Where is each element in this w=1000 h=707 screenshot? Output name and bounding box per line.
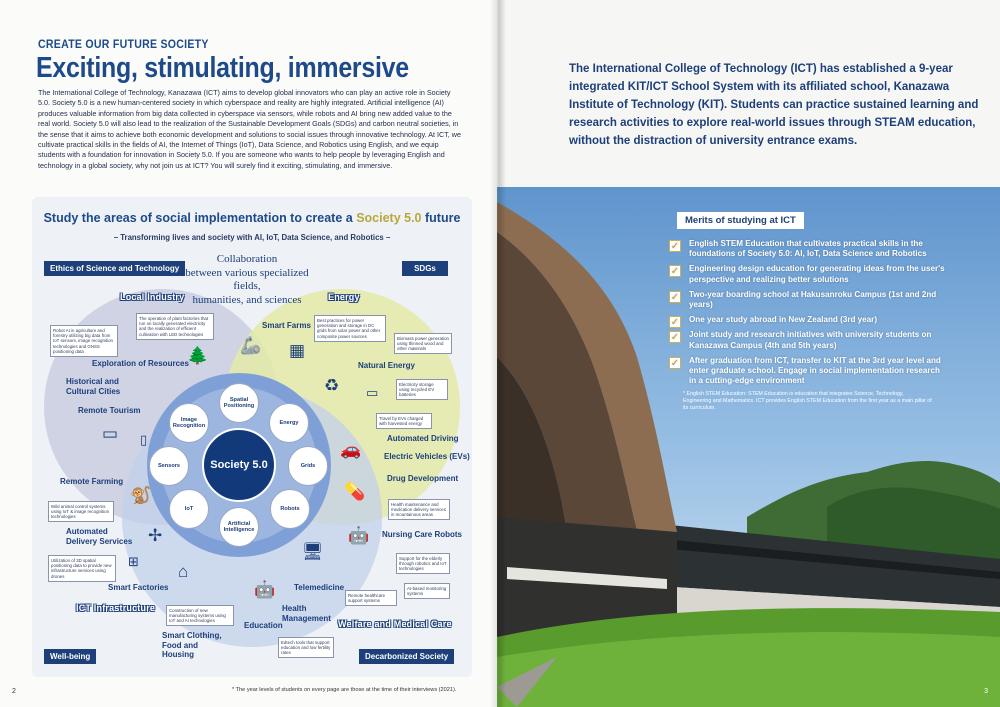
note-wild-animal: Wild animal control systems using IoT & image recognition technologies <box>48 501 114 522</box>
merit-text: Two-year boarding school at Hakusanroku Campus (1st and 2nd years) <box>689 289 937 310</box>
check-icon: ✓ <box>670 266 680 278</box>
section-ict-infrastructure: ICT Infrastructure <box>76 603 156 613</box>
label-drug: Drug Development <box>387 474 459 483</box>
collab-line-3: humanities, and sciences <box>192 293 302 306</box>
robot-arm-icon: 🦾 <box>240 336 262 355</box>
label-smart-farms: Smart Farms <box>262 321 311 330</box>
label-remote-tourism: Remote Tourism <box>78 406 141 415</box>
collab-line-2: between various specialized fields, <box>185 266 309 292</box>
label-health: Health Management <box>282 604 331 623</box>
tag-ethics: Ethics of Science and Technology <box>44 261 185 276</box>
note-spatial-3d: Utilization of 3D spatial positioning data to provide new infrastructure services using drones <box>48 555 116 582</box>
drone-icon: ✢ <box>148 526 163 545</box>
label-exploration: Exploration of Resources <box>92 359 189 368</box>
check-icon: ✓ <box>670 291 680 303</box>
label-education: Education <box>244 621 283 630</box>
tag-decarbonized: Decarbonized Society <box>359 649 454 664</box>
intro-paragraph: The International College of Technology, Kanazawa (ICT) aims to develop global innovators who can play an active role in Society 5.0. Society 5.0 is a new human-centered society in which cyberspace and reality are highly integrated. Artificial intelligence (AI) produces valuable information from big data collected in cyberspace via sensors, while robots and AI bring new added value to the real world. Society 5.0 will also lead to the realization of the Sustainable Development Goals (SDGs) and carbon neutral societies, in the sense that it aims to achieve both economic development and solutions to social issues through innovative technology. At ICT, we cultivate practical skills in the fields of AI, the Internet of Things (IoT), Data Science, and Robotics using English, and we equip students with a foundation for innovation in Society 5.0. If you are someone who wants to help people by leveraging English and technology in a global society, why not join us at ICT? You will surely find it exciting, stimulating, and immersive. <box>38 88 461 170</box>
ring-sensors: Sensors <box>149 446 189 486</box>
page-number-right: 3 <box>984 688 988 695</box>
label-nursing: Nursing Care Robots <box>382 530 463 539</box>
diagram-subtitle: – Transforming lives and society with AI, IoT, Data Science, and Robotics – <box>113 233 391 242</box>
doctor-screen-icon: 🖥 <box>302 542 324 561</box>
left-page <box>0 0 497 707</box>
check-icon: ✓ <box>670 317 680 329</box>
ev-car-icon: 🚗 <box>340 440 362 459</box>
monkey-icon: 🐒 <box>130 486 152 505</box>
label-automated-driving: Automated Driving <box>387 434 459 443</box>
right-intro: The International College of Technology (ICT) has established a 9-year integrated KIT/ICT School System with its affiliated school, Kanazawa Institute of Technology (KIT). Students can practice sustained learning and research activities to explore real-world issues through STEAM education, without the distraction of university entrance exams. <box>569 63 979 147</box>
check-icon: ✓ <box>670 332 680 344</box>
tablet-icon: ▭ <box>102 424 119 443</box>
label-evs: Electric Vehicles (EVs) <box>384 452 470 461</box>
headline: Exciting, stimulating, immersive <box>36 52 409 84</box>
controller-icon: ⊞ <box>128 554 139 569</box>
merit-item <box>669 239 949 259</box>
label-natural-energy: Natural Energy <box>358 361 415 370</box>
ring-grids: Grids <box>288 446 328 486</box>
society-diagram <box>32 197 472 677</box>
tag-well-being: Well-being <box>44 649 96 664</box>
note-remote-health: Remote healthcare support systems <box>345 590 397 606</box>
note-biomass: Biomass power generation using thinned wood and other materials <box>394 333 452 354</box>
collab-line-1: Collaboration <box>216 253 278 265</box>
merit-text: Joint study and research initiatives with university students on Kanazawa Campus (4th and 5th years) <box>689 330 932 350</box>
ring-energy: Energy <box>269 403 309 443</box>
ring-spatial-positioning: Spatial Positioning <box>219 383 259 423</box>
pills-icon: 💊 <box>344 482 366 501</box>
ring-ai: Artificial Intelligence <box>219 507 259 547</box>
page-number-left: 2 <box>12 688 16 695</box>
label-smart-factories: Smart Factories <box>108 583 169 592</box>
section-local-industry: Local Industry <box>120 292 185 302</box>
note-travel-ev: Travel by EVs charged with harvested energy <box>376 413 432 429</box>
label-clothing: Smart Clothing, Food and Housing <box>162 631 222 659</box>
merit-text: Engineering design education for generating ideas from the user's perspective and realizing better solutions <box>689 264 945 284</box>
note-elderly: Support for the elderly through robotics and IoT technologies <box>396 553 450 574</box>
diagram-title-post: future <box>421 211 461 225</box>
nursing-robot-icon: 🤖 <box>348 526 370 545</box>
ring-iot: IoT <box>169 489 209 529</box>
solar-panel-icon: ▦ <box>289 341 306 360</box>
merit-item <box>669 290 949 310</box>
tag-sdgs: SDGs <box>402 261 448 276</box>
diagram-title <box>32 211 472 225</box>
merit-item <box>669 356 949 387</box>
ring-robots: Robots <box>270 489 310 529</box>
merit-item <box>669 315 949 329</box>
section-welfare: Welfare and Medical Care <box>338 619 452 629</box>
check-icon: ✓ <box>670 357 680 369</box>
merit-footnote: * English STEM Education: STEM Education is education that integrates Science, Technology, Engineering and Mathematics. ICT provides English STEM Education from the first year as a main pillar of its curriculum. <box>683 391 932 411</box>
label-delivery: Automated Delivery Services <box>66 527 133 546</box>
note-storage: Electricity storage using recycled EV batteries <box>396 379 448 400</box>
trees-icon: 🌲 <box>187 346 209 365</box>
footnote-left: * The year levels of students on every page are those at the time of their interviews (2021). <box>232 687 457 693</box>
humanoid-robot-icon: 🤖 <box>254 580 276 599</box>
note-robot-ai: Robot AI in agriculture and forestry utilizing big data from IoT sensors, image recognition technologies and GNSS positioning data <box>50 325 118 357</box>
ring-image-recognition: Image Recognition <box>169 403 209 443</box>
merit-item <box>669 264 949 284</box>
kicker: CREATE OUR FUTURE SOCIETY <box>38 37 209 51</box>
phone-icon: ▯ <box>140 432 148 447</box>
house-icon: ⌂ <box>178 562 189 581</box>
note-edtech: Edtech tools that support education and low fertility rates <box>278 637 334 658</box>
note-best-practices: Best practices for power generation and storage in DC grids from solar power and other composite power sources <box>314 315 386 342</box>
note-construction: Construction of new manufacturing systems using IoT and AI technologies <box>166 605 234 626</box>
note-ai-monitoring: AI-based monitoring systems <box>404 583 450 599</box>
merit-text: English STEM Education that cultivates practical skills in the foundations of Society 5.0: AI, IoT, Data Science and Robotics <box>689 239 927 259</box>
society-5-center: Society 5.0 <box>202 428 276 502</box>
merits-title: Merits of studying at ICT <box>677 212 804 229</box>
label-historical: Historical and Cultural Cities <box>66 377 121 396</box>
right-page <box>497 0 1000 707</box>
note-plant: The operation of plant factories that run on locally generated electricity and the realization of efficient cultivation with LED technologies <box>136 313 214 340</box>
check-icon: ✓ <box>670 241 680 252</box>
merit-item <box>669 330 949 350</box>
merits-panel <box>669 210 949 411</box>
merit-text: After graduation from ICT, transfer to KIT at the 3rd year level and enter graduate school. Engage in social implementation research in a cutting-edge environment <box>689 355 941 386</box>
section-energy: Energy <box>328 292 360 302</box>
book-gutter <box>490 0 506 707</box>
collaboration-text <box>172 253 322 307</box>
diagram-title-highlight: Society 5.0 <box>356 211 422 225</box>
label-telemedicine: Telemedicine <box>294 583 345 592</box>
diagram-title-pre: Study the areas of social implementation to create a <box>43 211 357 225</box>
merit-text: One year study abroad in New Zealand (3rd year) <box>689 315 878 325</box>
label-remote-farming: Remote Farming <box>60 477 124 486</box>
battery-icon: ▭ <box>366 385 379 400</box>
note-health-maint: Health maintenance and medication delivery services in mountainous areas <box>388 499 450 520</box>
recycle-icon: ♻ <box>324 376 340 395</box>
